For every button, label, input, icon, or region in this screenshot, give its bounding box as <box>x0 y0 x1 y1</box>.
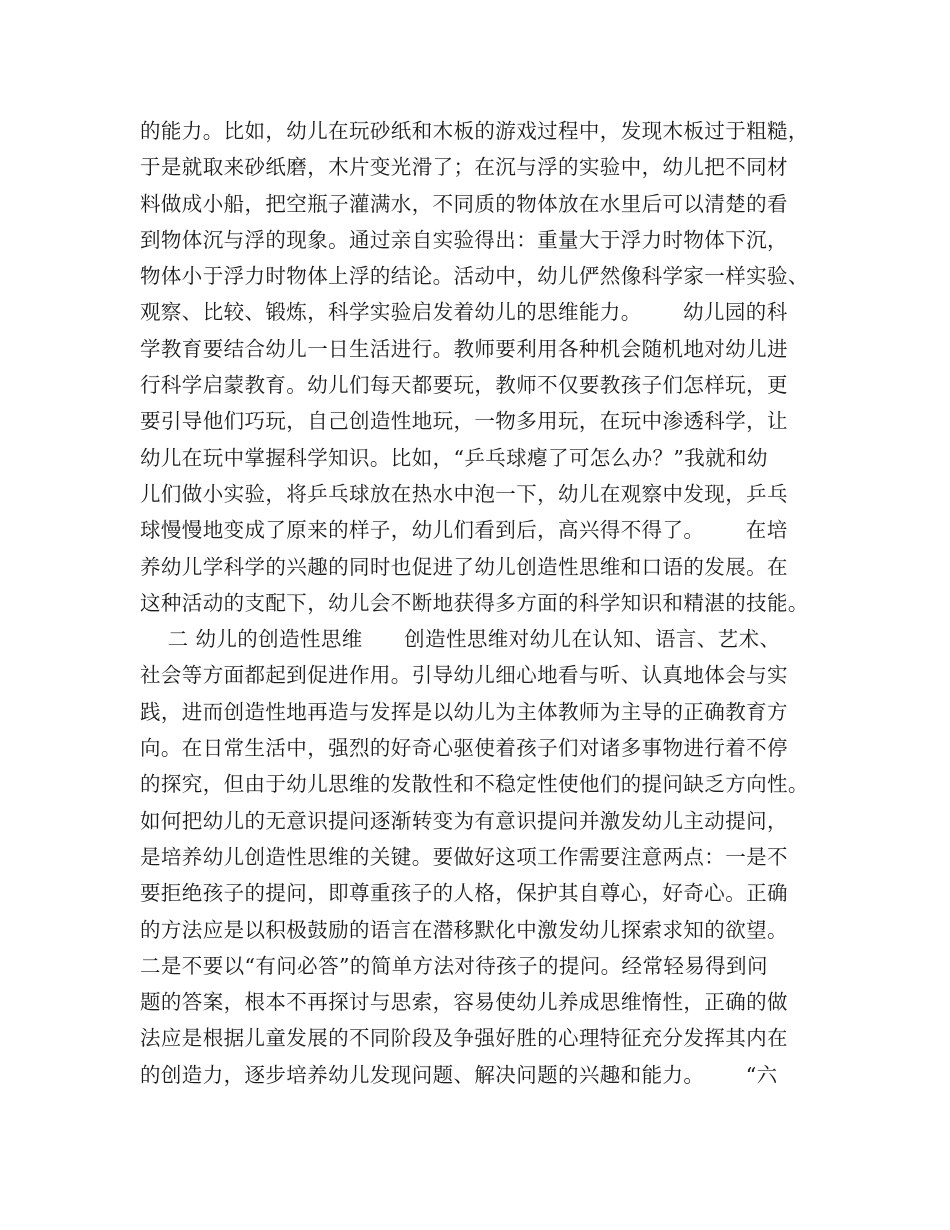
text-line-16: 社会等方面都起到促进作用。引导幼儿细心地看与听、认真地体会与实 <box>140 663 788 688</box>
text-line-3: 料做成小船，把空瓶子灌满水，不同质的物体放在水里后可以清楚的看 <box>140 191 788 216</box>
text-line-4: 到物体沉与浮的现象。通过亲自实验得出：重量大于浮力时物体下沉， <box>140 227 788 252</box>
text-line-9: 要引导他们巧玩，自己创造性地玩，一物多用玩，在玩中渗透科学，让 <box>140 409 788 434</box>
section-heading-line: 二 幼儿的创造性思维 创造性思维对幼儿在认知、语言、艺术、 <box>140 627 781 652</box>
text-line-24: 二是不要以“有问必答”的简单方法对待孩子的提问。经常轻易得到问 <box>140 953 768 978</box>
text-line-21: 是培养幼儿创造性思维的关键。要做好这项工作需要注意两点：一是不 <box>140 844 788 869</box>
text-line-20: 如何把幼儿的无意识提问逐渐转变为有意识提问并激发幼儿主动提问， <box>140 808 788 833</box>
text-line-17: 践，进而创造性地再造与发挥是以幼儿为主体教师为主导的正确教育方 <box>140 699 788 724</box>
text-line-10: 幼儿在玩中掌握科学知识。比如，“乒乓球瘪了可怎么办？”我就和幼 <box>140 445 768 470</box>
body-text <box>140 113 840 1093</box>
text-line-25: 题的答案，根本不再探讨与思索，容易使幼儿养成思维惰性，正确的做 <box>140 990 788 1015</box>
text-line-2: 于是就取来砂纸磨，木片变光滑了；在沉与浮的实验中，幼儿把不同材 <box>140 155 788 180</box>
text-line-19: 的探究，但由于幼儿思维的发散性和不稳定性使他们的提问缺乏方向性。 <box>140 772 809 797</box>
text-line-7: 学教育要结合幼儿一日生活进行。教师要利用各种机会随机地对幼儿进 <box>140 336 788 361</box>
text-line-22: 要拒绝孩子的提问，即尊重孩子的人格，保护其自尊心，好奇心。正确 <box>140 881 788 906</box>
text-line-8: 行科学启蒙教育。幼儿们每天都要玩，教师不仅要教孩子们怎样玩，更 <box>140 373 788 398</box>
text-line-26: 法应是根据儿童发展的不同阶段及争强好胜的心理特征充分发挥其内在 <box>140 1026 788 1051</box>
text-line-5: 物体小于浮力时物体上浮的结论。活动中，幼儿俨然像科学家一样实验、 <box>140 264 809 289</box>
text-line-1: 的能力。比如，幼儿在玩砂纸和木板的游戏过程中，发现木板过于粗糙， <box>140 119 809 143</box>
text-line-18: 向。在日常生活中，强烈的好奇心驱使着孩子们对诸多事物进行着不停 <box>140 736 788 761</box>
text-line-13: 养幼儿学科学的兴趣的同时也促进了幼儿创造性思维和口语的发展。在 <box>140 554 788 579</box>
text-line-12: 球慢慢地变成了原来的样子，幼儿们看到后，高兴得不得了。 在培 <box>140 518 788 543</box>
text-line-6: 观察、比较、锻炼，科学实验启发着幼儿的思维能力。 幼儿园的科 <box>140 300 788 325</box>
text-line-14: 这种活动的支配下，幼儿会不断地获得多方面的科学知识和精湛的技能。 <box>140 590 809 615</box>
text-line-11: 儿们做小实验，将乒乓球放在热水中泡一下，幼儿在观察中发现，乒乓 <box>140 481 788 506</box>
text-line-23: 的方法应是以积极鼓励的语言在潜移默化中激发幼儿探索求知的欲望。 <box>140 917 788 942</box>
text-line-27: 的创造力，逐步培养幼儿发现问题、解决问题的兴趣和能力。 “六 <box>140 1062 778 1087</box>
